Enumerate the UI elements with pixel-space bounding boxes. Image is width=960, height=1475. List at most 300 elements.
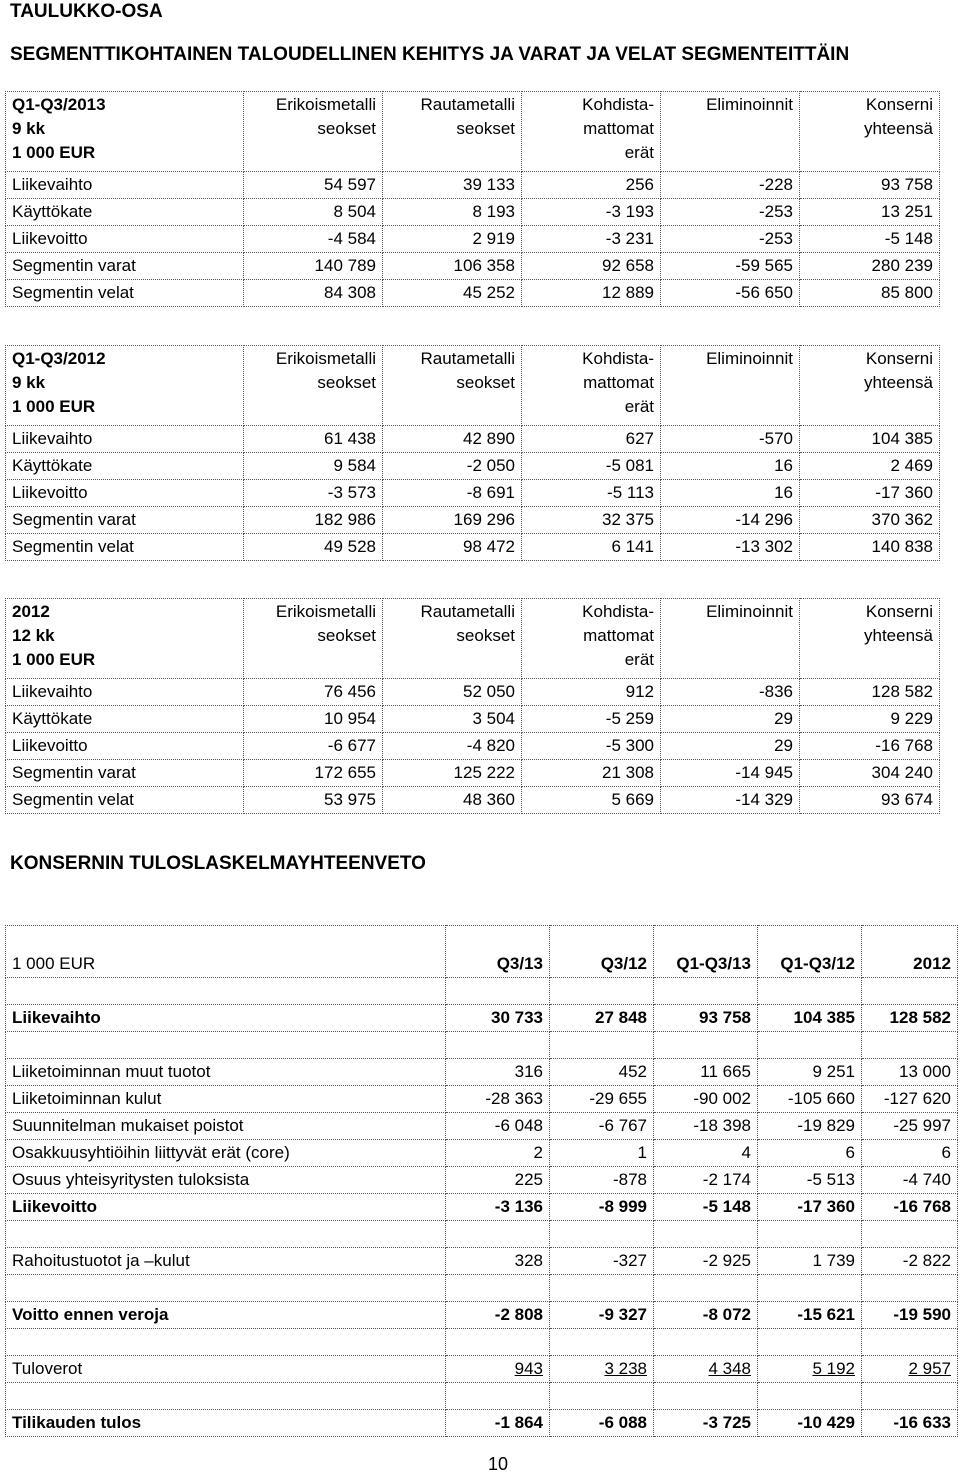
column-header-line: yhteensä [864, 119, 933, 138]
cell-value: -5 081 [522, 453, 661, 480]
row-label: Segmentin velat [6, 534, 244, 561]
cell-value: 172 655 [244, 760, 383, 787]
cell-value-text: -29 655 [589, 1089, 647, 1108]
cell-value [758, 1194, 862, 1221]
table-row [6, 1059, 958, 1086]
segment-table-q1q3-2013 [5, 91, 940, 307]
column-header-line: seokset [317, 626, 376, 645]
cell-value-text: -6 048 [494, 1116, 543, 1135]
cell-value [654, 1194, 758, 1221]
table-row [6, 172, 940, 199]
cell-value: -8 691 [383, 480, 522, 507]
cell-value-text: -2 925 [702, 1251, 751, 1270]
cell-value: -59 565 [661, 253, 800, 280]
column-header-line: Q3/12 [808, 954, 855, 973]
table-row [6, 1005, 958, 1032]
cell-value [446, 1059, 550, 1086]
column-header-line: Erikoismetalli [275, 349, 376, 368]
cell-value [550, 1086, 654, 1113]
cell-value: -16 768 [800, 733, 940, 760]
column-header-line: Konserni [865, 349, 933, 368]
cell-value: -253 [661, 226, 800, 253]
column-header-line: Eliminoinnit [706, 349, 793, 368]
cell-value-text: -878 [612, 1170, 647, 1189]
cell-value-text: -5 148 [702, 1197, 751, 1216]
row-label [6, 1383, 446, 1410]
column-header [654, 926, 758, 978]
cell-value-text: -19 590 [893, 1305, 951, 1324]
cell-value: 12 889 [522, 280, 661, 307]
cell-value-text: 5 192 [812, 1359, 855, 1378]
cell-value [550, 1140, 654, 1167]
cell-value-text: -2 174 [702, 1170, 751, 1189]
column-header-line: Kohdista- [582, 95, 654, 114]
cell-value-text: -18 398 [693, 1116, 751, 1135]
cell-value-text: 4 348 [708, 1359, 751, 1378]
cell-value [654, 978, 758, 1005]
cell-value: 42 890 [383, 426, 522, 453]
cell-value [446, 1383, 550, 1410]
cell-value: 140 838 [800, 534, 940, 561]
column-header-line: Q3/12 [600, 954, 647, 973]
cell-value: 93 674 [800, 787, 940, 814]
column-header [244, 599, 383, 679]
cell-value: 16 [661, 480, 800, 507]
cell-value: 256 [522, 172, 661, 199]
table-row [6, 1167, 958, 1194]
cell-value-text: -8 072 [702, 1305, 751, 1324]
column-header [800, 92, 940, 172]
row-label: Rahoitustuotot ja –kulut [6, 1248, 446, 1275]
row-label: Voitto ennen veroja [6, 1302, 446, 1329]
table-row [6, 1086, 958, 1113]
cell-value-text: -17 360 [797, 1197, 855, 1216]
table-row [6, 1410, 958, 1437]
period-line: 9 kk [12, 119, 46, 138]
cell-value: 9 584 [244, 453, 383, 480]
table-row [6, 1302, 958, 1329]
cell-value [446, 1248, 550, 1275]
header-row [6, 92, 940, 172]
spacer-row [6, 978, 958, 1005]
column-header-line: Rautametalli [420, 95, 515, 114]
cell-value [446, 1005, 550, 1032]
cell-value [758, 1248, 862, 1275]
cell-value-text: -25 997 [893, 1116, 951, 1135]
cell-value-text: 3 238 [604, 1359, 647, 1378]
cell-value: -5 148 [800, 226, 940, 253]
column-header-line: seokset [456, 626, 515, 645]
cell-value [862, 1194, 958, 1221]
cell-value-text: 128 582 [889, 1008, 951, 1027]
cell-value-text: -4 740 [902, 1170, 951, 1189]
table-row [6, 280, 940, 307]
cell-value [654, 1221, 758, 1248]
cell-value-text: 943 [514, 1359, 543, 1378]
period-header [6, 92, 244, 172]
cell-value [758, 1302, 862, 1329]
cell-value-text: 30 733 [491, 1008, 543, 1027]
period-line: 9 kk [12, 373, 46, 392]
cell-value: 98 472 [383, 534, 522, 561]
cell-value [654, 1086, 758, 1113]
cell-value: -5 300 [522, 733, 661, 760]
row-label: Segmentin varat [6, 507, 244, 534]
cell-value [758, 1086, 862, 1113]
column-header-line: seokset [317, 119, 376, 138]
table-row [6, 226, 940, 253]
cell-value: 10 954 [244, 706, 383, 733]
cell-value-text: 1 739 [812, 1251, 855, 1270]
cell-value [446, 1086, 550, 1113]
cell-value: 182 986 [244, 507, 383, 534]
cell-value-text: -10 429 [797, 1413, 855, 1432]
cell-value: -5 259 [522, 706, 661, 733]
cell-value: 104 385 [800, 426, 940, 453]
cell-value-text: 1 [637, 1143, 647, 1162]
cell-value [862, 1329, 958, 1356]
cell-value [446, 1410, 550, 1437]
column-header-line: mattomat [583, 373, 654, 392]
row-label [6, 1221, 446, 1248]
cell-value [758, 1356, 862, 1383]
cell-value: 128 582 [800, 679, 940, 706]
cell-value-text: -28 363 [485, 1089, 543, 1108]
cell-value-text: -16 633 [893, 1413, 951, 1432]
cell-value-text: -2 808 [494, 1305, 543, 1324]
cell-value [862, 1113, 958, 1140]
cell-value-text: 6 [941, 1143, 951, 1162]
period-header [6, 346, 244, 426]
cell-value [862, 1410, 958, 1437]
cell-value-text: -6 088 [598, 1413, 647, 1432]
column-header-line: Kohdista- [582, 602, 654, 621]
table-row [6, 199, 940, 226]
period-line: Q1-Q3/2013 [12, 95, 106, 114]
spacer-row [6, 1275, 958, 1302]
column-header [800, 599, 940, 679]
cell-value [758, 1059, 862, 1086]
cell-value-text: -19 829 [797, 1116, 855, 1135]
cell-value [758, 1167, 862, 1194]
cell-value: 627 [522, 426, 661, 453]
cell-value: -836 [661, 679, 800, 706]
cell-value [758, 1113, 862, 1140]
unit-label: 1 000 EUR [6, 926, 446, 978]
period-line: Q1-Q3/2012 [12, 349, 106, 368]
column-header-line: seokset [456, 119, 515, 138]
spacer-row [6, 1032, 958, 1059]
cell-value: 76 456 [244, 679, 383, 706]
cell-value: 6 141 [522, 534, 661, 561]
cell-value [758, 1329, 862, 1356]
column-header-line: Kohdista- [582, 349, 654, 368]
cell-value [550, 1221, 654, 1248]
column-header-line: erät [624, 650, 654, 669]
cell-value: 45 252 [383, 280, 522, 307]
cell-value-text: -8 999 [598, 1197, 647, 1216]
cell-value-text: 11 665 [700, 1062, 751, 1081]
header-row [6, 926, 958, 978]
cell-value [446, 1221, 550, 1248]
cell-value: 2 469 [800, 453, 940, 480]
cell-value: 8 504 [244, 199, 383, 226]
cell-value-text: -105 660 [787, 1089, 855, 1108]
cell-value: 52 050 [383, 679, 522, 706]
column-header-line: mattomat [583, 119, 654, 138]
cell-value [758, 1383, 862, 1410]
cell-value [654, 1356, 758, 1383]
cell-value: -253 [661, 199, 800, 226]
cell-value: 53 975 [244, 787, 383, 814]
table-row [6, 253, 940, 280]
table-row [6, 679, 940, 706]
cell-value: -3 573 [244, 480, 383, 507]
cell-value: -56 650 [661, 280, 800, 307]
cell-value-text: -15 621 [797, 1305, 855, 1324]
cell-value-text: -1 864 [494, 1413, 543, 1432]
cell-value [446, 1032, 550, 1059]
column-header-line: seokset [317, 373, 376, 392]
row-label [6, 978, 446, 1005]
spacer-row [6, 1383, 958, 1410]
table-row [6, 1113, 958, 1140]
header-row [6, 346, 940, 426]
row-label: Segmentin varat [6, 760, 244, 787]
cell-value [862, 1140, 958, 1167]
column-header [661, 92, 800, 172]
cell-value: 16 [661, 453, 800, 480]
cell-value [758, 1410, 862, 1437]
cell-value: 912 [522, 679, 661, 706]
column-header-line: Erikoismetalli [275, 95, 376, 114]
segment-table-q1q3-2012 [5, 345, 940, 561]
row-label: Liiketoiminnan kulut [6, 1086, 446, 1113]
cell-value [550, 1356, 654, 1383]
header-row [6, 599, 940, 679]
cell-value-text: 452 [618, 1062, 647, 1081]
column-header [446, 926, 550, 978]
spacer-row [6, 1221, 958, 1248]
cell-value: -3 193 [522, 199, 661, 226]
row-label: Tuloverot [6, 1356, 446, 1383]
cell-value [550, 1275, 654, 1302]
row-label: Segmentin velat [6, 280, 244, 307]
cell-value [654, 1140, 758, 1167]
column-header [244, 346, 383, 426]
cell-value-text: 225 [514, 1170, 543, 1189]
cell-value-text: -90 002 [693, 1089, 751, 1108]
cell-value-text: -3 725 [702, 1413, 751, 1432]
cell-value: 140 789 [244, 253, 383, 280]
column-header-line: yhteensä [864, 373, 933, 392]
cell-value [654, 1005, 758, 1032]
column-header-line: seokset [456, 373, 515, 392]
row-label: Liikevoitto [6, 226, 244, 253]
table-row [6, 1356, 958, 1383]
row-label: Osuus yhteisyritysten tuloksista [6, 1167, 446, 1194]
cell-value [550, 1167, 654, 1194]
cell-value: 92 658 [522, 253, 661, 280]
cell-value [758, 1221, 862, 1248]
cell-value [446, 1140, 550, 1167]
row-label [6, 1275, 446, 1302]
cell-value: 9 229 [800, 706, 940, 733]
period-line: 1 000 EUR [12, 397, 96, 416]
cell-value-text: 2 957 [908, 1359, 951, 1378]
cell-value [550, 1302, 654, 1329]
cell-value: -6 677 [244, 733, 383, 760]
segment-table-2012 [5, 598, 940, 814]
column-header [550, 926, 654, 978]
row-label: Liikevaihto [6, 1005, 446, 1032]
row-label: Käyttökate [6, 199, 244, 226]
cell-value [550, 1059, 654, 1086]
cell-value [758, 1005, 862, 1032]
column-header-line: Erikoismetalli [275, 602, 376, 621]
table-row [6, 760, 940, 787]
cell-value-text: -127 620 [883, 1089, 951, 1108]
cell-value [446, 1329, 550, 1356]
cell-value: 169 296 [383, 507, 522, 534]
table-row [6, 1140, 958, 1167]
cell-value [550, 978, 654, 1005]
cell-value: 125 222 [383, 760, 522, 787]
cell-value [758, 978, 862, 1005]
cell-value [862, 1302, 958, 1329]
cell-value [446, 1194, 550, 1221]
column-header-line: Rautametalli [420, 349, 515, 368]
period-line: 1 000 EUR [12, 143, 96, 162]
cell-value: 85 800 [800, 280, 940, 307]
cell-value-text: -5 513 [806, 1170, 855, 1189]
cell-value [550, 1410, 654, 1437]
cell-value: -4 820 [383, 733, 522, 760]
cell-value [862, 1005, 958, 1032]
cell-value: -17 360 [800, 480, 940, 507]
cell-value: 49 528 [244, 534, 383, 561]
column-header [522, 599, 661, 679]
cell-value-text: -9 327 [598, 1305, 647, 1324]
row-label: Käyttökate [6, 453, 244, 480]
cell-value [654, 1248, 758, 1275]
cell-value [654, 1410, 758, 1437]
column-header [522, 92, 661, 172]
cell-value: 2 919 [383, 226, 522, 253]
column-header [661, 599, 800, 679]
cell-value: 3 504 [383, 706, 522, 733]
cell-value: 5 669 [522, 787, 661, 814]
cell-value [862, 1032, 958, 1059]
cell-value [550, 1005, 654, 1032]
column-header-line: Eliminoinnit [706, 602, 793, 621]
cell-value [446, 978, 550, 1005]
column-header-line: erät [624, 143, 654, 162]
cell-value [862, 1383, 958, 1410]
cell-value [550, 1329, 654, 1356]
cell-value: 280 239 [800, 253, 940, 280]
cell-value [654, 1032, 758, 1059]
cell-value: -14 945 [661, 760, 800, 787]
cell-value [862, 1086, 958, 1113]
cell-value-text: 6 [845, 1143, 855, 1162]
cell-value [550, 1032, 654, 1059]
cell-value: 39 133 [383, 172, 522, 199]
column-header [862, 926, 958, 978]
cell-value [862, 1221, 958, 1248]
cell-value [758, 1140, 862, 1167]
cell-value-text: 328 [514, 1251, 543, 1270]
section-title: SEGMENTTIKOHTAINEN TALOUDELLINEN KEHITYS JA VARAT JA VELAT SEGMENTEITTÄIN [10, 44, 850, 65]
table-row [6, 507, 940, 534]
period-line: 12 kk [12, 626, 55, 645]
cell-value: -14 329 [661, 787, 800, 814]
cell-value [862, 1059, 958, 1086]
row-label: Osakkuusyhtiöihin liittyvät erät (core) [6, 1140, 446, 1167]
cell-value [862, 1167, 958, 1194]
cell-value-text: -2 822 [902, 1251, 951, 1270]
table-row [6, 1248, 958, 1275]
cell-value [862, 1248, 958, 1275]
cell-value [654, 1059, 758, 1086]
cell-value: 54 597 [244, 172, 383, 199]
table-row [6, 787, 940, 814]
cell-value [862, 1275, 958, 1302]
cell-value [446, 1356, 550, 1383]
column-header [800, 346, 940, 426]
row-label: Liikevaihto [6, 426, 244, 453]
cell-value [758, 1032, 862, 1059]
cell-value [446, 1113, 550, 1140]
spacer-row [6, 1329, 958, 1356]
cell-value-text: 93 758 [699, 1008, 751, 1027]
cell-value: -228 [661, 172, 800, 199]
column-header-line: Rautametalli [420, 602, 515, 621]
column-header [244, 92, 383, 172]
document-title: TAULUKKO-OSA [10, 1, 163, 22]
table-row [6, 706, 940, 733]
cell-value [654, 1302, 758, 1329]
cell-value [654, 1329, 758, 1356]
column-header-line: erät [624, 397, 654, 416]
cell-value [862, 1356, 958, 1383]
row-label [6, 1329, 446, 1356]
table-row [6, 1194, 958, 1221]
income-statement-title: KONSERNIN TULOSLASKELMAYHTEENVETO [10, 853, 426, 874]
column-header-line: 2012 [913, 954, 951, 973]
cell-value: -570 [661, 426, 800, 453]
cell-value [446, 1302, 550, 1329]
cell-value-text: 9 251 [812, 1062, 855, 1081]
cell-value: 29 [661, 706, 800, 733]
cell-value: 370 362 [800, 507, 940, 534]
cell-value: 48 360 [383, 787, 522, 814]
column-header-line: mattomat [583, 626, 654, 645]
cell-value-text: 27 848 [595, 1008, 647, 1027]
table-row [6, 534, 940, 561]
column-header-line: Q1- [676, 954, 705, 973]
cell-value: -5 113 [522, 480, 661, 507]
cell-value: -14 296 [661, 507, 800, 534]
cell-value: 61 438 [244, 426, 383, 453]
cell-value [550, 1383, 654, 1410]
column-header [758, 926, 862, 978]
income-statement-table [5, 925, 958, 1437]
cell-value-text: 13 000 [899, 1062, 951, 1081]
cell-value: 8 193 [383, 199, 522, 226]
table-row [6, 733, 940, 760]
cell-value: 13 251 [800, 199, 940, 226]
